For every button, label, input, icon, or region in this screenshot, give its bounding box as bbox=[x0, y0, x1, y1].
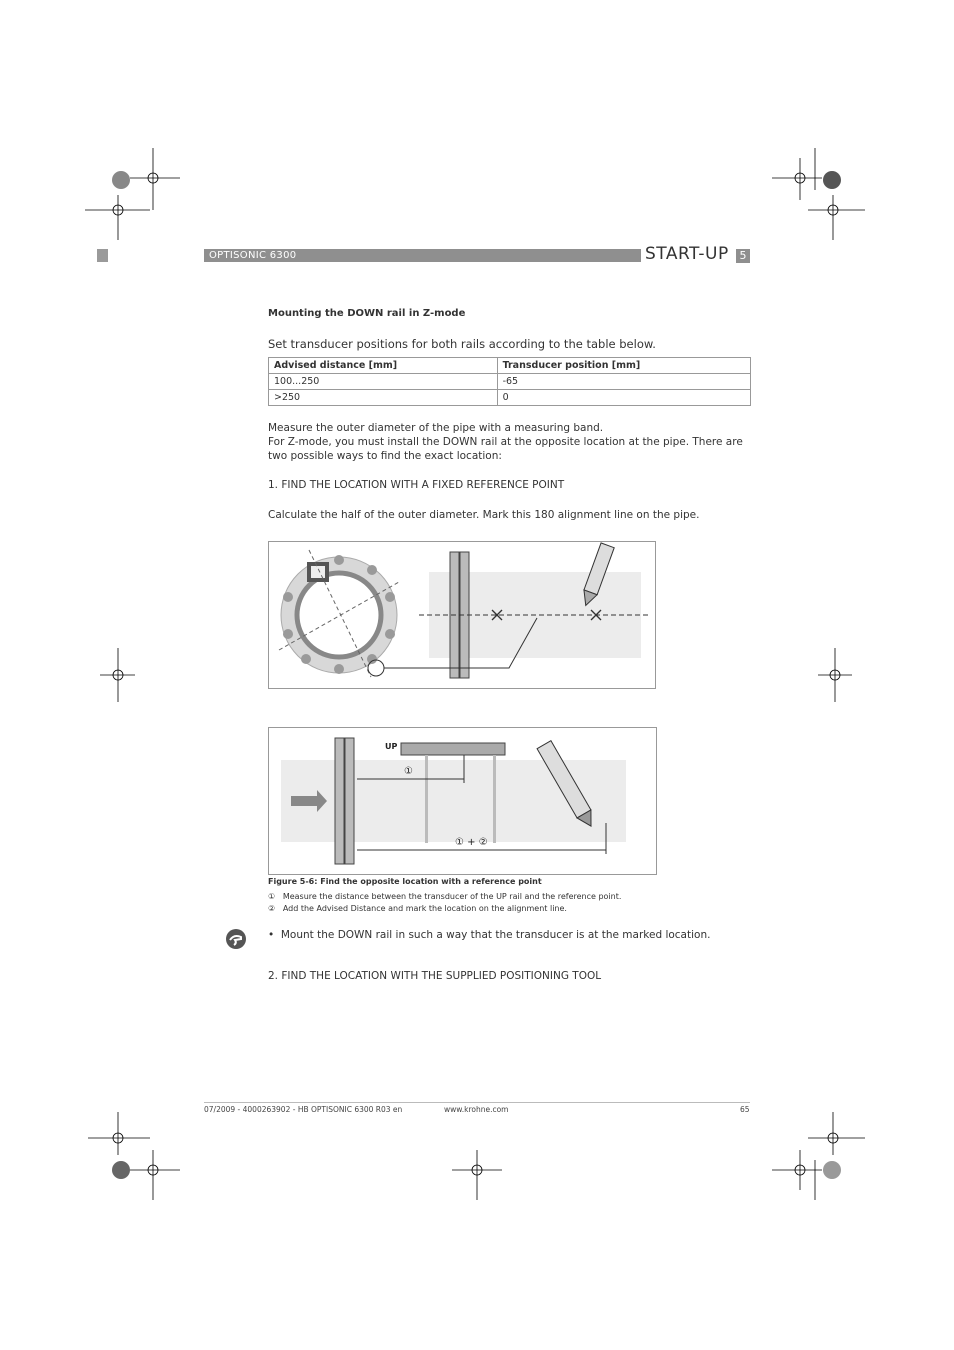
table-row: 100...250 -65 bbox=[269, 374, 751, 390]
table-header-advised: Advised distance [mm] bbox=[269, 358, 498, 374]
figure-flange-alignment bbox=[268, 541, 656, 689]
header-marker bbox=[97, 249, 108, 262]
table-header-position: Transducer position [mm] bbox=[497, 358, 750, 374]
section-title: START-UP bbox=[645, 244, 729, 264]
figure-reference-point bbox=[268, 727, 657, 875]
subheading: Mounting the DOWN rail in Z-mode bbox=[268, 308, 466, 319]
page-number: 65 bbox=[740, 1105, 750, 1114]
table-row: >250 0 bbox=[269, 390, 751, 406]
up-label: UP bbox=[385, 742, 398, 751]
product-name: OPTISONIC 6300 bbox=[209, 250, 297, 261]
dimension-2-label: ① + ② bbox=[455, 837, 488, 848]
footer-website: www.krohne.com bbox=[444, 1105, 509, 1114]
step1-title: 1. FIND THE LOCATION WITH A FIXED REFERENCE POINT bbox=[268, 479, 565, 491]
figure-flange-drawing bbox=[269, 542, 655, 688]
bullet-item: • Mount the DOWN rail in such a way that the transducer is at the marked location. bbox=[268, 929, 711, 941]
result-hand-icon bbox=[225, 928, 247, 950]
legend-item-2: ② Add the Advised Distance and mark the location on the alignment line. bbox=[268, 904, 567, 913]
figure-caption: Figure 5-6: Find the opposite location with a reference point bbox=[268, 877, 542, 886]
footer-rule bbox=[204, 1102, 750, 1103]
legend-item-1: ① Measure the distance between the transducer of the UP rail and the reference point. bbox=[268, 892, 622, 901]
footer-doc-ref: 07/2009 - 4000263902 - HB OPTISONIC 6300 R03 en bbox=[204, 1105, 403, 1114]
dimension-1-label: ① bbox=[404, 766, 413, 777]
paragraph-zmode: For Z-mode, you must install the DOWN rail at the opposite location at the pipe. There are two possible ways to find the exact location: bbox=[268, 436, 743, 462]
section-number: 5 bbox=[736, 249, 750, 263]
paragraph-measure: Measure the outer diameter of the pipe with a measuring band. bbox=[268, 422, 604, 434]
step1-text: Calculate the half of the outer diameter. Mark this 180 alignment line on the pipe. bbox=[268, 509, 700, 521]
step2-title: 2. FIND THE LOCATION WITH THE SUPPLIED POSITIONING TOOL bbox=[268, 970, 602, 982]
figure-rail-drawing bbox=[269, 728, 656, 874]
transducer-table bbox=[268, 357, 751, 406]
intro-text: Set transducer positions for both rails according to the table below. bbox=[268, 337, 656, 351]
